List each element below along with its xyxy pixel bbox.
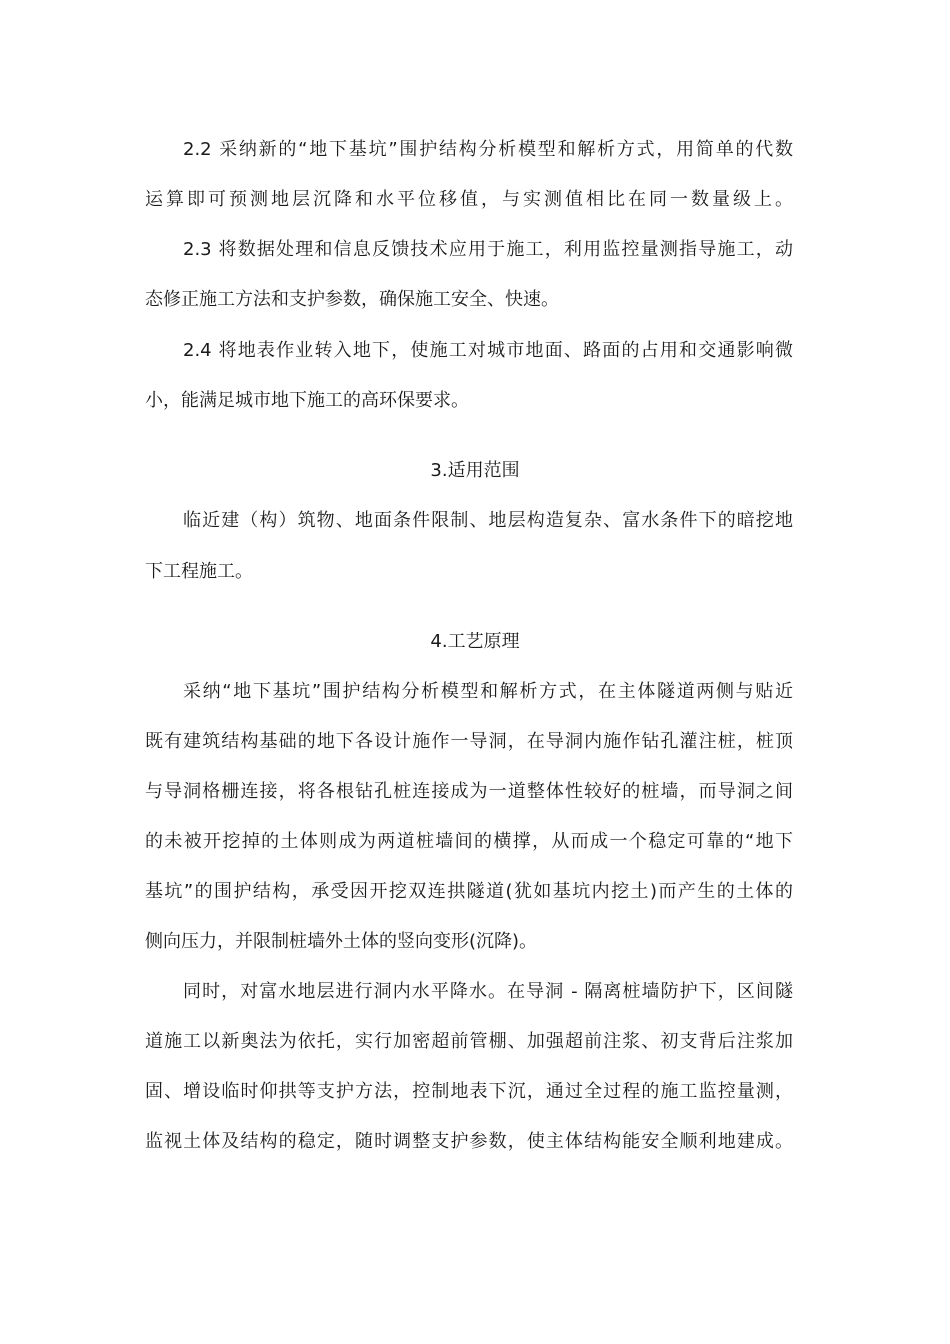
- section-heading-principle: 4.工艺原理: [430, 631, 520, 652]
- paragraph-scope-line-1: 临近建（构）筑物、地面条件限制、地层构造复杂、富水条件下的暗挖地: [183, 510, 793, 531]
- paragraph-principle-line-2: 既有建筑结构基础的地下各设计施作一导洞，在导洞内施作钻孔灌注桩，桩顶: [145, 731, 793, 752]
- paragraph-2-3-line-2: 态修正施工方法和支护参数，确保施工安全、快速。: [145, 289, 559, 310]
- paragraph-dewatering-line-3: 固、增设临时仰拱等支护方法，控制地表下沉，通过全过程的施工监控量测，: [145, 1081, 793, 1102]
- paragraph-principle-line-3: 与导洞格栅连接，将各根钻孔桩连接成为一道整体性较好的桩墙，而导洞之间: [145, 781, 793, 802]
- paragraph-principle-line-5: 基坑”的围护结构，承受因开挖双连拱隧道(犹如基坑内挖土)而产生的土体的: [145, 881, 793, 902]
- section-heading-applicability: 3.适用范围: [430, 460, 520, 481]
- paragraph-dewatering-line-4: 监视土体及结构的稳定，随时调整支护参数，使主体结构能安全顺利地建成。: [145, 1131, 793, 1152]
- paragraph-principle-line-6: 侧向压力，并限制桩墙外土体的竖向变形(沉降)。: [145, 931, 538, 952]
- paragraph-dewatering-line-2: 道施工以新奥法为依托，实行加密超前管棚、加强超前注浆、初支背后注浆加: [145, 1031, 793, 1052]
- paragraph-scope-line-2: 下工程施工。: [145, 561, 253, 582]
- paragraph-principle-line-1: 采纳“地下基坑”围护结构分析模型和解析方式，在主体隧道两侧与贴近: [183, 681, 793, 702]
- paragraph-2-3-line-1: 2.3 将数据处理和信息反馈技术应用于施工，利用监控量测指导施工，动: [183, 239, 793, 260]
- paragraph-2-4-line-2: 小，能满足城市地下施工的高环保要求。: [145, 390, 469, 411]
- paragraph-2-2-line-2: 运算即可预测地层沉降和水平位移值，与实测值相比在同一数量级上。: [145, 189, 793, 210]
- paragraph-2-2-line-1: 2.2 采纳新的“地下基坑”围护结构分析模型和解析方式，用简单的代数: [183, 139, 793, 160]
- paragraph-2-4-line-1: 2.4 将地表作业转入地下，使施工对城市地面、路面的占用和交通影响微: [183, 340, 793, 361]
- paragraph-principle-line-4: 的未被开挖掉的土体则成为两道桩墙间的横撑，从而成一个稳定可靠的“地下: [145, 831, 793, 852]
- paragraph-dewatering-line-1: 同时，对富水地层进行洞内水平降水。在导洞 - 隔离桩墙防护下，区间隧: [183, 981, 793, 1002]
